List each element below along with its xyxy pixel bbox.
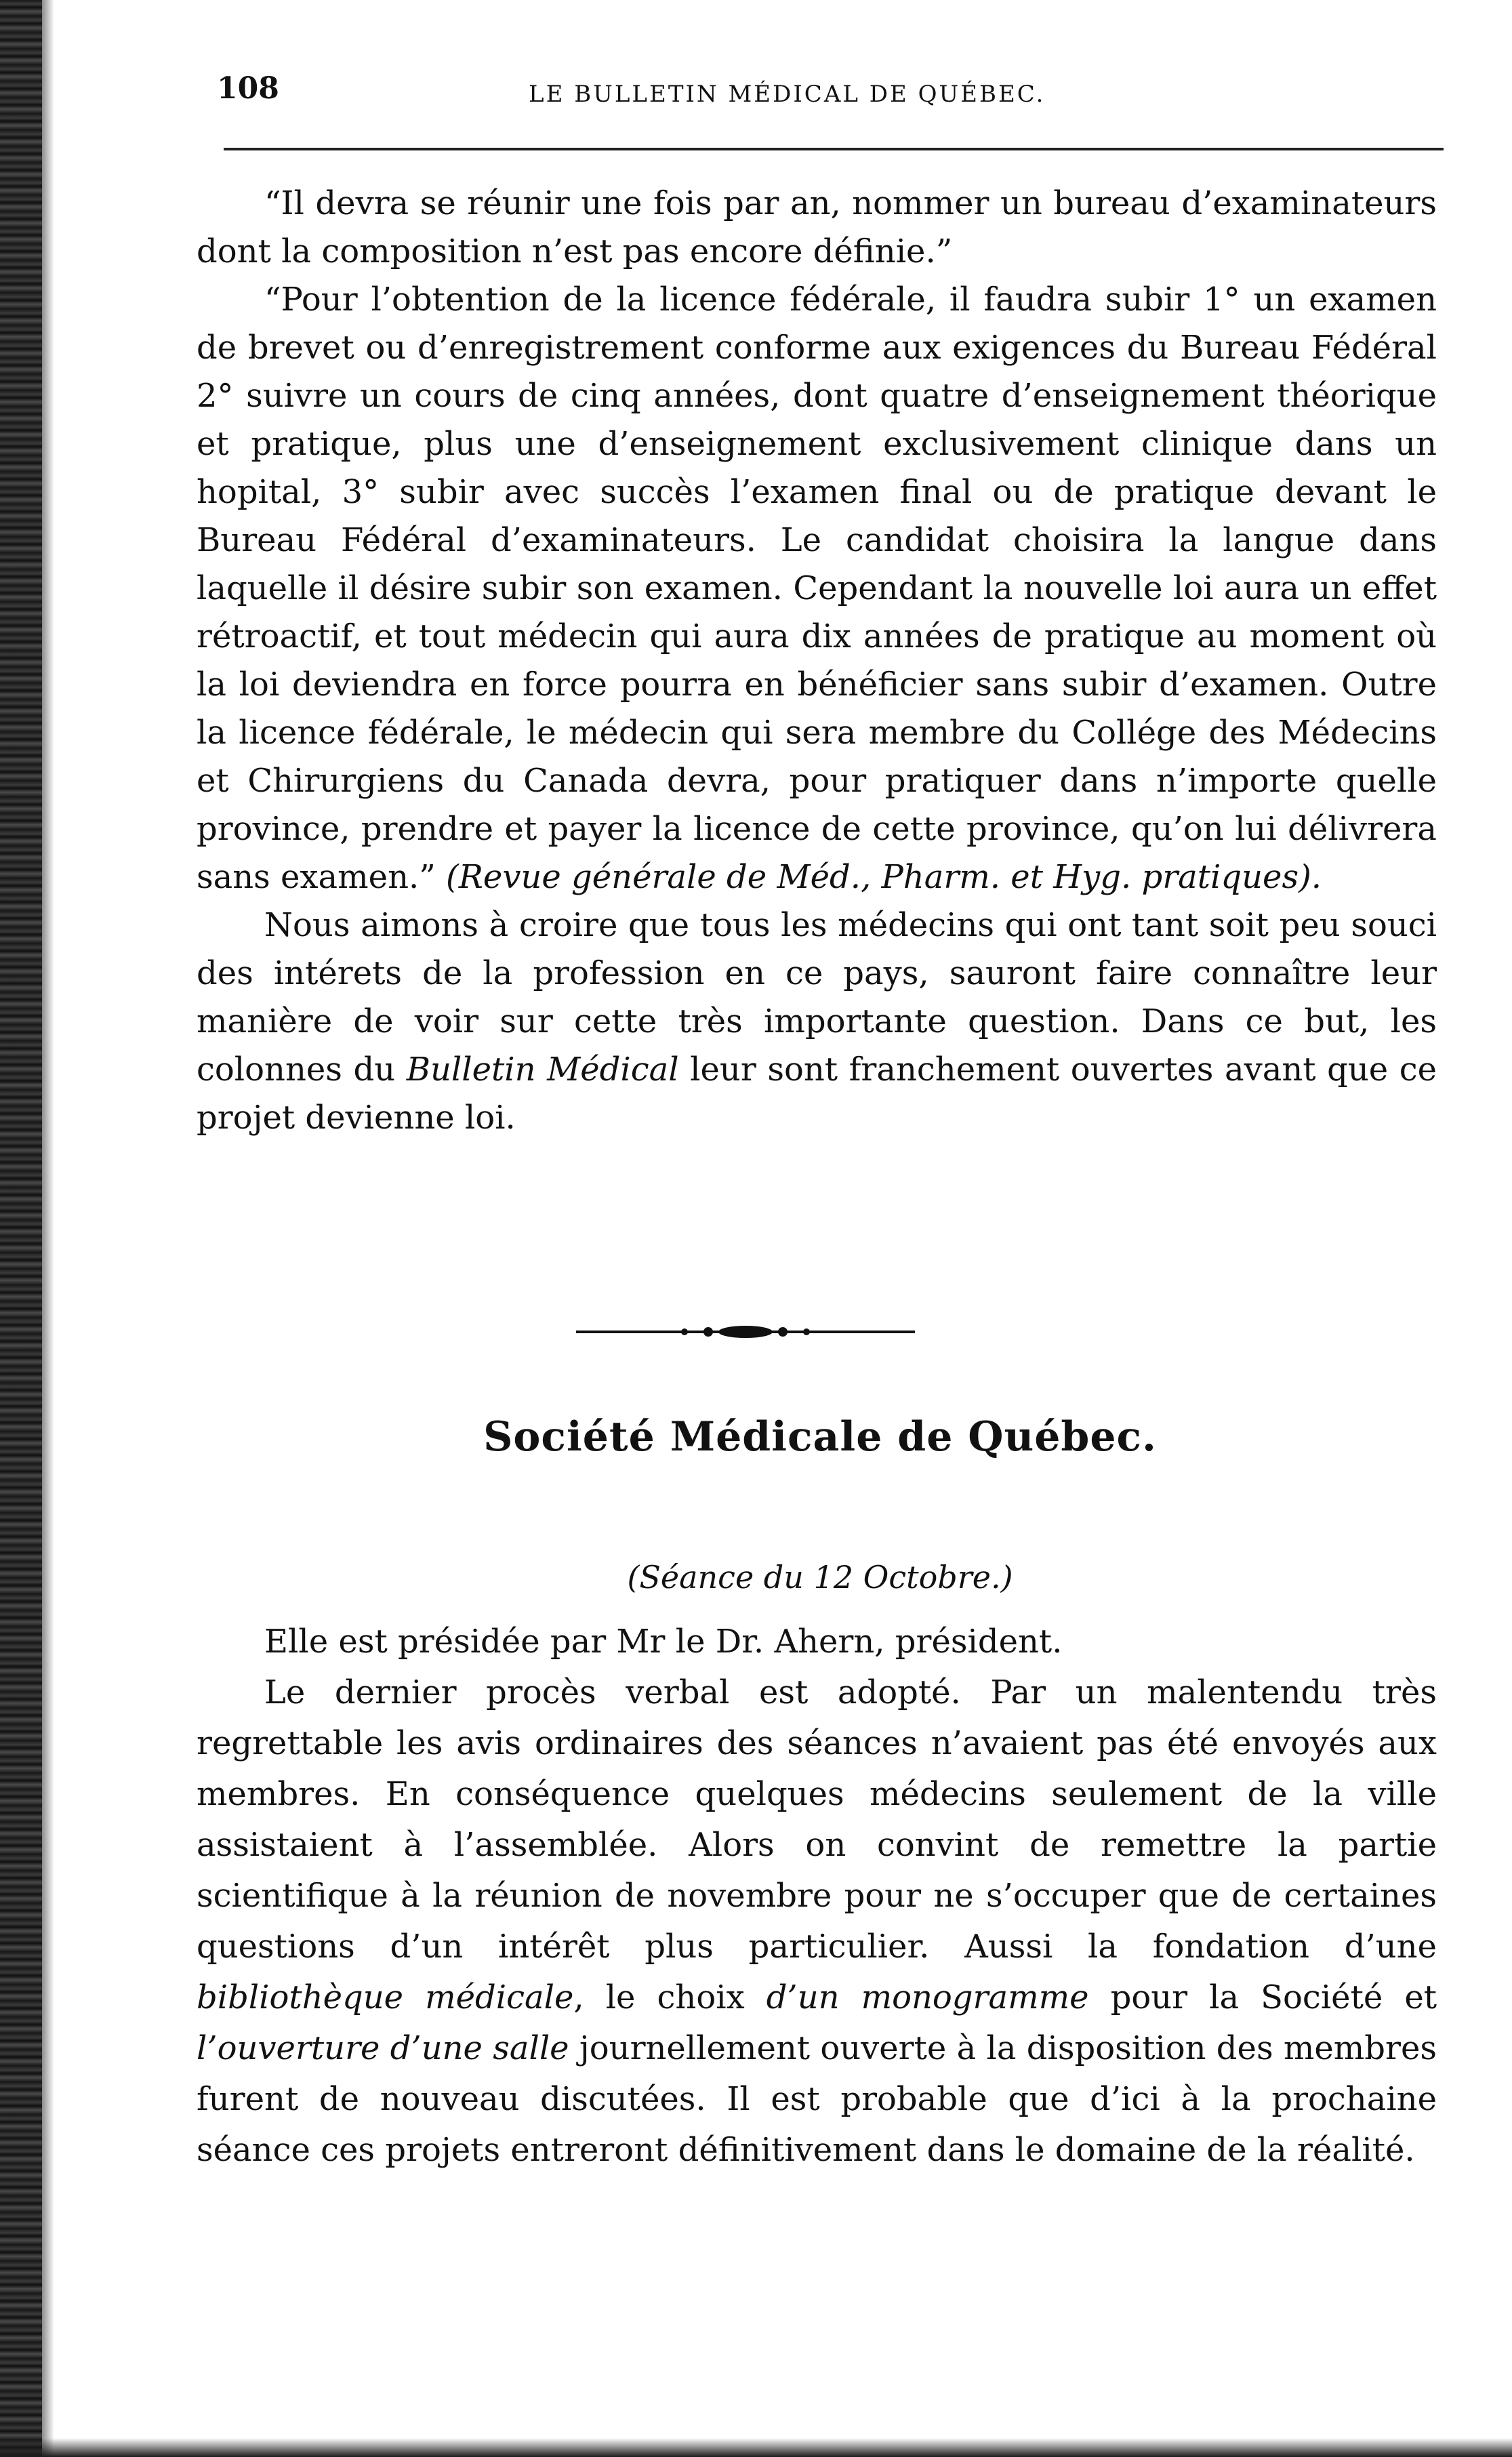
quote-paragraph-1: “Il devra se réunir une fois par an, nommer un bureau d’examinateurs dont la composition n’est pas encore définie.”: [197, 184, 1437, 270]
scanned-bottom-edge: [0, 2438, 1512, 2457]
quoted-article: [197, 180, 1437, 1142]
report-paragraph-2: [197, 1667, 1437, 2176]
scanned-binding-edge: [0, 0, 42, 2457]
report-text-a: Le dernier procès verbal est adopté. Par un malentendu très regrettable les avis ordinaires des séances n’avaient pas été envoyés aux membres. En conséquence quelques médecins seulement de la ville assistaient à l’assemblée. Alors on convint de remettre la partie scientifique à la réunion de novembre pour ne s’occuper que de certaines questions d’un intérêt plus particulier. Aussi la fondation d’une: [197, 1673, 1437, 1966]
section-subtitle: (Séance du 12 Octobre.): [627, 1559, 1013, 1596]
library-phrase: bibliothèque médicale: [197, 1978, 574, 2016]
header-rule: [224, 148, 1444, 150]
citation: (Revue générale de Méd., Pharm. et Hyg. pratiques).: [446, 858, 1322, 896]
quote-paragraph-2-text: “Pour l’obtention de la licence fédérale, il faudra subir 1° un examen de brevet ou d’enregistrement conforme aux exigences du Bureau Fédéral 2° suivre un cours de cinq années, dont quatre d’enseignement théorique et pratique, plus une d’enseignement exclusivement clinique dans un hopital, 3° subir avec succès l’examen final ou de pratique devant le Bureau Fédéral d’examinateurs. Le candidat choisira la langue dans laquelle il désire subir son examen. Cependant la nouvelle loi aura un effet rétroactif, et tout médecin qui aura dix années de pratique au moment où la loi deviendra en force pourra en bénéficier sans subir d’examen. Outre la licence fédérale, le médecin qui sera membre du Collége des Médecins et Chirurgiens du Canada devra, pour pratiquer dans n’importe quelle province, prendre et payer la licence de cette province, qu’on lui délivrera sans examen.”: [197, 281, 1437, 896]
section-divider-ornament: [576, 1322, 915, 1342]
report-paragraph-1: Elle est présidée par Mr le Dr. Ahern, président.: [264, 1623, 1063, 1661]
page-number: 108: [217, 71, 279, 106]
editorial-text-b: leur sont franchement ouvertes avant que ce projet devienne loi.: [197, 1051, 1437, 1137]
society-report: [197, 1617, 1437, 2176]
report-text-c: pour la Société et: [1088, 1978, 1437, 2016]
bulletin-name: Bulletin Médical: [406, 1051, 679, 1089]
editorial-paragraph: [197, 901, 1437, 1142]
journal-page: [197, 64, 1444, 2169]
quote-paragraph-2: [197, 276, 1437, 901]
running-head: [197, 64, 1444, 119]
room-phrase: l’ouverture d’une salle: [197, 2029, 569, 2067]
section-title: Société Médicale de Québec.: [483, 1413, 1157, 1461]
report-text-d: journellement ouverte à la disposition des membres furent de nouveau discutées. Il est probable que d’ici à la prochaine séance ces projets entreront définitivement dans le domaine de la réalité.: [197, 2029, 1437, 2169]
journal-title: LE BULLETIN MÉDICAL DE QUÉBEC.: [529, 81, 1046, 108]
report-text-b: , le choix: [573, 1978, 767, 2016]
monogram-phrase: d’un monogramme: [766, 1978, 1089, 2016]
editorial-text-a: Nous aimons à croire que tous les médecins qui ont tant soit peu souci des intérets de la profession en ce pays, sauront faire connaître leur manière de voir sur cette très importante question. Dans ce but, les colonnes du: [197, 906, 1437, 1089]
